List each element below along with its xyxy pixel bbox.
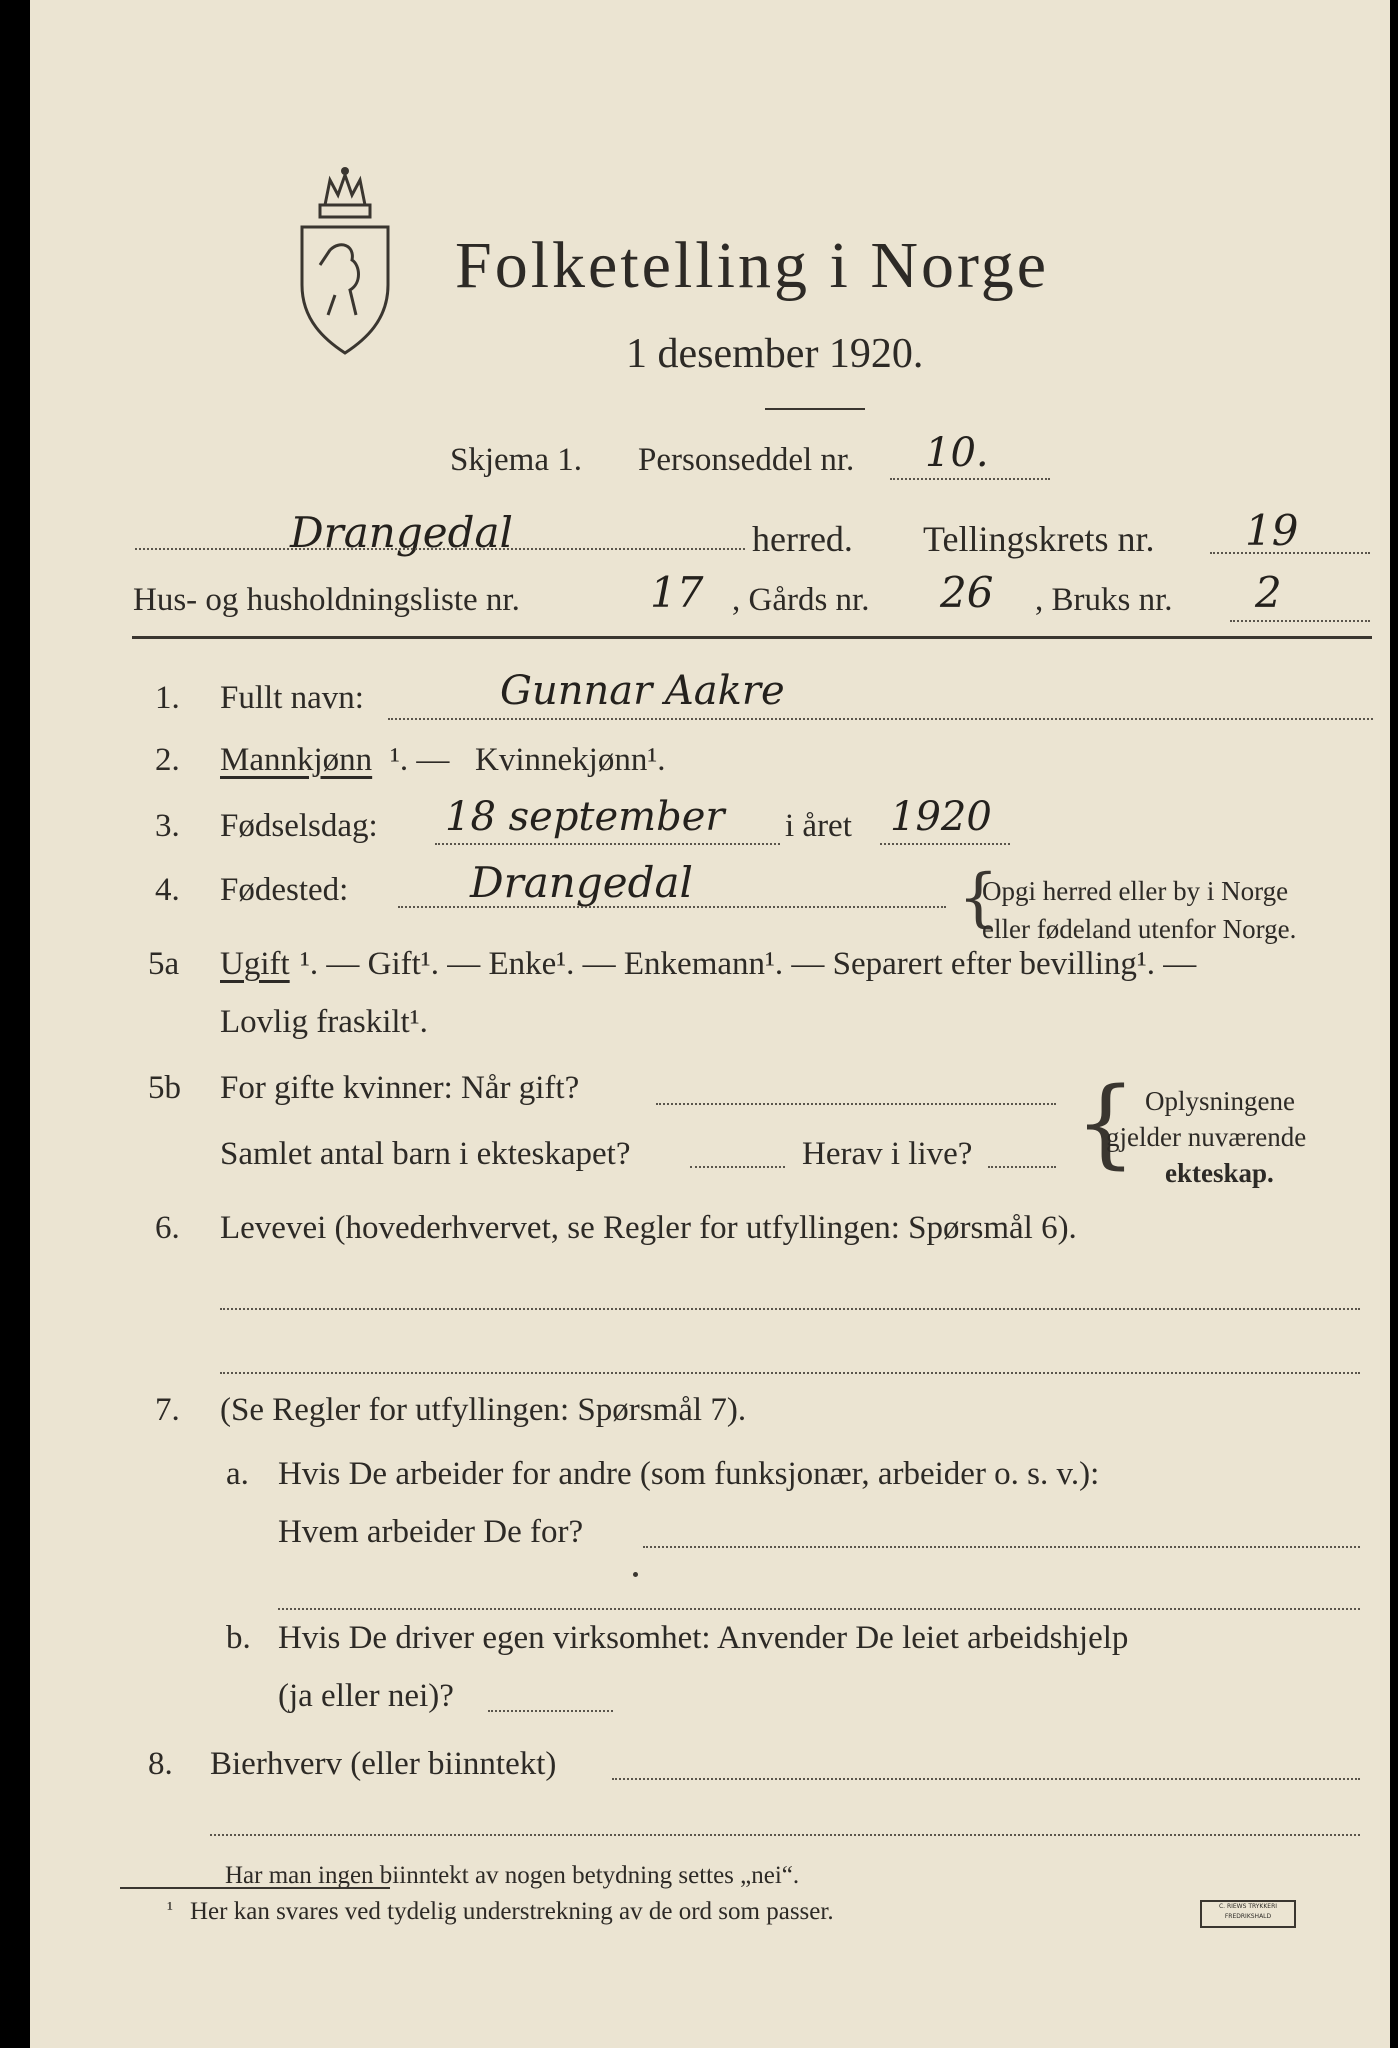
tellingskrets-line <box>1210 552 1370 554</box>
bruks-label: , Bruks nr. <box>1035 582 1173 618</box>
q4-line <box>398 906 946 908</box>
q8-note: Har man ingen biinntekt av nogen betydning settes „nei“. <box>225 1862 800 1889</box>
q5b-note-line2: gjelder nuværende <box>1106 1122 1307 1152</box>
q3-label: Fødselsdag: <box>220 808 378 844</box>
q2-number: 2. <box>155 742 180 778</box>
q7-label: (Se Regler for utfyllingen: Spørsmål 7). <box>220 1392 747 1428</box>
q5b-brace: { <box>1075 1067 1137 1179</box>
footnote-mark: ¹ <box>167 1898 173 1920</box>
children-count-input[interactable] <box>690 1166 785 1168</box>
side-income-input[interactable] <box>612 1778 1360 1780</box>
q7b-letter: b. <box>226 1620 251 1656</box>
full-name-value[interactable]: Gunnar Aakre <box>500 668 785 714</box>
q3-year-label: i året <box>785 808 852 844</box>
q4-number: 4. <box>155 872 180 908</box>
hired-help-input[interactable] <box>488 1710 613 1712</box>
title-divider <box>765 408 865 410</box>
hus-label: Hus- og husholdningsliste nr. <box>133 582 520 618</box>
q2-separator: ¹. — <box>390 742 450 778</box>
tellingskrets-value[interactable]: 19 <box>1245 506 1299 555</box>
q5a-other-options[interactable]: ¹. — Gift¹. — Enke¹. — Enkemann¹. — Separert efter bevilling¹. — <box>300 946 1197 982</box>
herred-value[interactable]: Drangedal <box>290 508 513 557</box>
bruks-line <box>1230 620 1370 622</box>
footnote-text: Her kan svares ved tydelig understrekning av de ord som passer. <box>190 1898 834 1925</box>
personseddel-line <box>890 478 1050 480</box>
when-married-input[interactable] <box>656 1103 1056 1105</box>
birth-year-value[interactable]: 1920 <box>890 794 992 840</box>
occupation-input-line2[interactable] <box>220 1372 1360 1374</box>
side-income-input-line2[interactable] <box>210 1834 1360 1836</box>
birthday-value[interactable]: 18 september <box>445 794 725 840</box>
q5b-number: 5b <box>148 1070 181 1106</box>
children-alive-input[interactable] <box>988 1166 1056 1168</box>
q4-note-line1: Opgi herred eller by i Norge <box>982 876 1289 906</box>
q4-brace: { <box>958 861 999 935</box>
q5b-note-line1: Oplysningene <box>1145 1086 1295 1116</box>
q1-label: Fullt navn: <box>220 680 364 716</box>
q5b-label1: For gifte kvinner: Når gift? <box>220 1070 580 1106</box>
printer-stamp-text: C. RIEWS TRYKKERI FREDRIKSHALD <box>1218 1903 1278 1920</box>
q7b-label: Hvis De driver egen virksomhet: Anvender De leiet arbeidshjelp <box>278 1620 1129 1656</box>
q6-label: Levevei (hovederhvervet, se Regler for utfyllingen: Spørsmål 6). <box>220 1210 1077 1246</box>
census-form-page <box>30 0 1390 2048</box>
ink-dot <box>633 1572 638 1577</box>
census-date: 1 desember 1920. <box>626 331 924 377</box>
q5a-ugift-option[interactable]: Ugift <box>220 946 290 982</box>
skjema-label: Skjema 1. <box>450 442 582 478</box>
personseddel-label: Personseddel nr. <box>638 442 855 478</box>
footnote-divider <box>120 1887 390 1889</box>
q7b-label2: (ja eller nei)? <box>278 1678 454 1714</box>
tellingskrets-label: Tellingskrets nr. <box>923 519 1155 559</box>
q7a-label2: Hvem arbeider De for? <box>278 1514 584 1550</box>
q5a-lovlig-fraskilt[interactable]: Lovlig fraskilt¹. <box>220 1004 428 1040</box>
q4-note-line2: eller fødeland utenfor Norge. <box>982 914 1297 944</box>
q2-male-option[interactable]: Mannkjønn <box>220 742 373 778</box>
q5b-note-line3: ekteskap. <box>1165 1158 1274 1188</box>
occupation-input[interactable] <box>220 1308 1360 1310</box>
printer-stamp <box>1200 1900 1296 1928</box>
q8-label: Bierhverv (eller biinntekt) <box>210 1746 557 1782</box>
bruks-value[interactable]: 2 <box>1255 568 1282 617</box>
employer-input[interactable] <box>643 1546 1360 1548</box>
q7-number: 7. <box>155 1392 180 1428</box>
hus-value[interactable]: 17 <box>650 568 704 617</box>
q3-number: 3. <box>155 808 180 844</box>
herred-label: herred. <box>752 519 853 559</box>
q6-number: 6. <box>155 1210 180 1246</box>
q5b-label2: Samlet antal barn i ekteskapet? <box>220 1136 631 1172</box>
q1-number: 1. <box>155 680 180 716</box>
header-divider <box>132 636 1372 639</box>
q1-line <box>388 718 1373 720</box>
employer-input-line2[interactable] <box>278 1608 1360 1610</box>
personseddel-value[interactable]: 10. <box>925 430 989 476</box>
q7a-letter: a. <box>226 1456 249 1492</box>
q4-label: Fødested: <box>220 872 349 908</box>
q2-female-option[interactable]: Kvinnekjønn¹. <box>475 742 666 778</box>
q7a-label: Hvis De arbeider for andre (som funksjonær, arbeider o. s. v.): <box>278 1456 1100 1492</box>
q5b-label3: Herav i live? <box>802 1136 973 1172</box>
herred-line <box>135 548 745 550</box>
form-title: Folketelling i Norge <box>455 229 1050 302</box>
birthplace-value[interactable]: Drangedal <box>470 858 693 907</box>
q3-year-line <box>880 843 1010 845</box>
q3-line <box>435 843 780 845</box>
gards-value[interactable]: 26 <box>940 568 994 617</box>
norwegian-coat-of-arms-icon <box>290 165 400 365</box>
q5a-number: 5a <box>148 946 180 982</box>
gards-label: , Gårds nr. <box>732 582 870 618</box>
q8-number: 8. <box>148 1746 173 1782</box>
